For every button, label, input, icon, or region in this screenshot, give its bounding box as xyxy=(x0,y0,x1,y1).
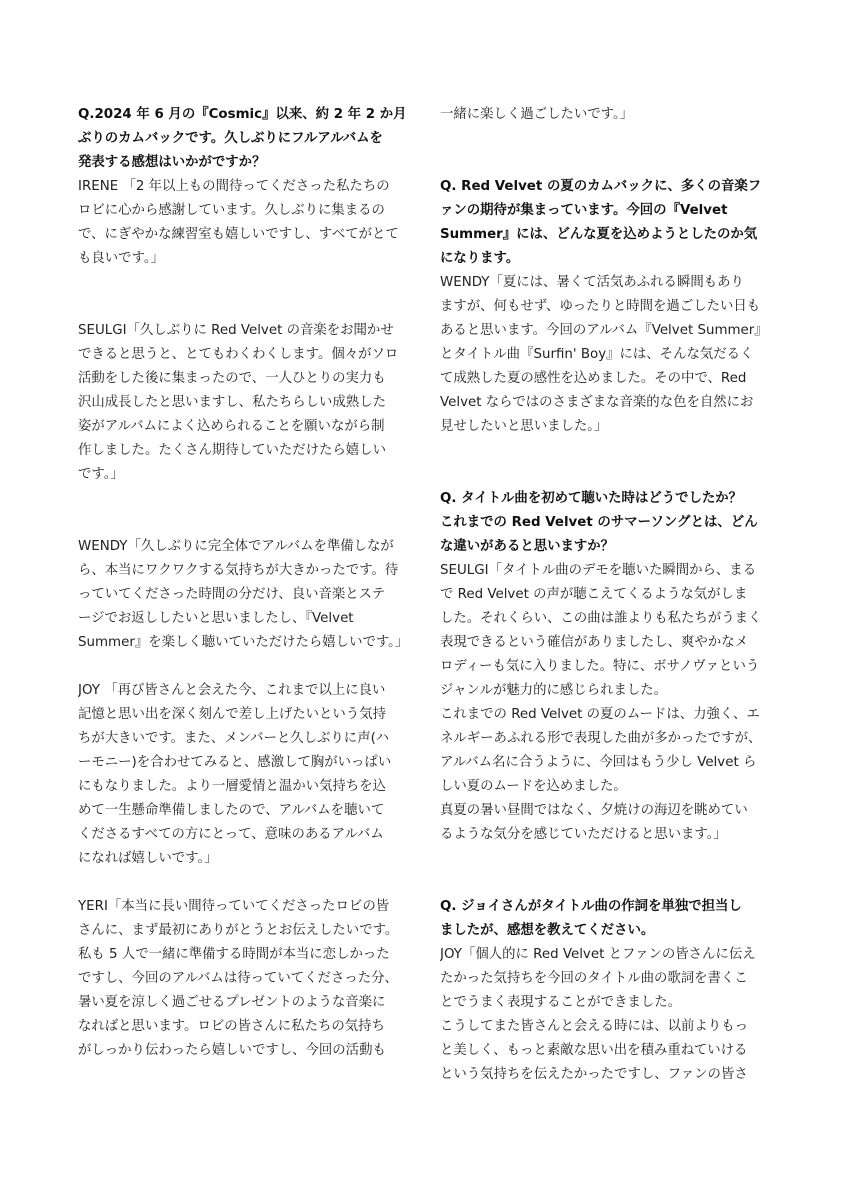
right-question-line: これまでの Red Velvet のサマーソングとは、どん xyxy=(440,515,758,530)
left-blank-line xyxy=(78,655,412,679)
left-answer-line: 私も 5 人で一緒に準備する時間が本当に恋しかった xyxy=(78,947,390,962)
right-question-line: になります。 xyxy=(440,251,520,266)
left-text-column xyxy=(78,103,412,1063)
left-blank-line xyxy=(78,271,412,295)
left-answer-line: で、にぎやかな練習室も嬉しいですし、すべてがとて xyxy=(78,227,399,242)
right-blank-line xyxy=(440,151,774,175)
left-answer-line: っていてくださった時間の分だけ、良い音楽とステ xyxy=(78,587,386,602)
right-answer-line: ネルギーあふれる形で表現した曲が多かったですが、 xyxy=(440,731,762,746)
left-answer-line: JOY 「再び皆さんと会えた今、これまで以上に良い xyxy=(78,683,386,698)
left-answer-line: ージでお返ししたいと思いましたし、『Velvet xyxy=(78,611,354,626)
right-question-line: ましたが、感想を教えてください。 xyxy=(440,923,655,938)
left-answer-line: くださるすべての方にとって、意味のあるアルバム xyxy=(78,827,384,842)
right-answer-line: しい夏のムードを込めました。 xyxy=(440,779,627,794)
left-answer-line: も良いです。」 xyxy=(78,251,164,266)
right-blank-line xyxy=(440,847,774,871)
left-question-line: Q.2024 年 6 月の『Cosmic』以来、約 2 年 2 か月 xyxy=(78,107,407,122)
right-answer-line: あると思います。今回のアルバム『Velvet Summer』 xyxy=(440,323,768,338)
right-answer-line: ますが、何もせず、ゆったりと時間を過ごしたい日も xyxy=(440,299,761,314)
left-answer-line: できると思うと、とてもわくわくします。個々がソロ xyxy=(78,347,399,362)
left-question-line: ぶりのカムバックです。久しぶりにフルアルバムを xyxy=(78,131,383,146)
left-answer-line: がしっかり伝わったら嬉しいですし、今回の活動も xyxy=(78,1043,386,1058)
right-answer-line: と美しく、もっと素敵な思い出を積み重ねていける xyxy=(440,1043,748,1058)
right-answer-line: ジャンルが魅力的に感じられました。 xyxy=(440,683,668,698)
right-answer-line: WENDY「夏には、暑くて活気あふれる瞬間もあり xyxy=(440,275,744,290)
right-blank-line xyxy=(440,463,774,487)
right-blank-line xyxy=(440,127,774,151)
left-question-line: 発表する感想はいかがですか？ xyxy=(78,155,266,170)
right-answer-line: て成熟した夏の感性を込めました。その中で、Red xyxy=(440,371,747,386)
right-question-line: Q. Red Velvet の夏のカムバックに、多くの音楽フ xyxy=(440,179,762,194)
left-blank-line xyxy=(78,487,412,511)
left-answer-line: ですし、今回のアルバムは待っていてくださった分、 xyxy=(78,971,398,986)
left-answer-line: Summer』を楽しく聴いていただけたら嬉しいです。」 xyxy=(78,635,409,650)
left-answer-line: ロビに心から感謝しています。久しぶりに集まるの xyxy=(78,203,385,218)
right-answer-line: で Red Velvet の声が聴こえてくるような気がしま xyxy=(440,587,748,602)
left-answer-line: ちが大きいです。また、メンバーと久しぶりに声(ハ xyxy=(78,731,390,746)
left-answer-line: です。」 xyxy=(78,467,124,482)
right-blank-line xyxy=(440,871,774,895)
right-question-line: Q. タイトル曲を初めて聴いた時はどうでしたか？ xyxy=(440,491,743,506)
right-answer-line: たかった気持ちを今回のタイトル曲の歌詞を書くこ xyxy=(440,971,748,986)
right-question-line: Summer』には、どんな夏を込めようとしたのか気 xyxy=(440,227,758,242)
left-answer-line: ら、本当にワクワクする気持ちが大きかったです。待 xyxy=(78,563,399,578)
right-answer-line: 見せしたいと思いました。」 xyxy=(440,419,608,434)
left-answer-line: めて一生懸命準備しましたので、アルバムを聴いて xyxy=(78,803,385,818)
left-answer-line: 作しました。たくさん期待していただけたら嬉しい xyxy=(78,443,386,458)
left-answer-line: WENDY「久しぶりに完全体でアルバムを準備しなが xyxy=(78,539,394,554)
left-answer-line: なればと思います。ロビの皆さんに私たちの気持ち xyxy=(78,1019,385,1034)
right-answer-line: ロディーも気に入りました。特に、ボサノヴァという xyxy=(440,659,760,674)
right-answer-line: とタイトル曲『Surfin' Boy』には、そんな気だるく xyxy=(440,347,754,362)
right-answer-line: という気持ちを伝えたかったですし、ファンの皆さ xyxy=(440,1067,748,1082)
left-answer-line: 記憶と思い出を深く刻んで差し上げたいという気持 xyxy=(78,707,386,722)
right-answer-line: これまでの Red Velvet の夏のムードは、力強く、エ xyxy=(440,707,760,722)
left-answer-line: 活動をした後に集まったので、一人ひとりの実力も xyxy=(78,371,386,386)
right-answer-line: 一緒に楽しく過ごしたいです。」 xyxy=(440,107,634,122)
right-answer-line: こうしてまた皆さんと会える時には、以前よりもっ xyxy=(440,1019,748,1034)
right-answer-line: 表現できるという確信がありましたし、爽やかなメ xyxy=(440,635,748,650)
right-answer-line: JOY「個人的に Red Velvet とファンの皆さんに伝え xyxy=(440,947,756,962)
right-answer-line: とでうまく表現することができました。 xyxy=(440,995,682,1010)
left-blank-line xyxy=(78,871,412,895)
left-answer-line: SEULGI「久しぶりに Red Velvet の音楽をお聞かせ xyxy=(78,323,394,338)
right-answer-line: 真夏の暑い昼間ではなく、夕焼けの海辺を眺めてい xyxy=(440,803,748,818)
left-answer-line: さんに、まず最初にありがとうとお伝えしたいです。 xyxy=(78,923,399,938)
right-text-column xyxy=(440,103,774,1087)
left-answer-line: ーモニー)を合わせてみると、感激して胸がいっぱい xyxy=(78,755,392,770)
right-answer-line: アルバム名に合うように、今回はもう少し Velvet ら xyxy=(440,755,757,770)
right-question-line: Q. ジョイさんがタイトル曲の作詞を単独で担当し xyxy=(440,899,742,914)
right-question-line: ァンの期待が集まっています。今回の『Velvet xyxy=(440,203,728,218)
left-answer-line: 暑い夏を涼しく過ごせるプレゼントのような音楽に xyxy=(78,995,386,1010)
left-answer-line: にもなりました。より一層愛情と温かい気持ちを込 xyxy=(78,779,386,794)
left-answer-line: YERI「本当に長い間待っていてくださったロビの皆 xyxy=(78,899,390,914)
right-answer-line: るような気分を感じていただけると思います。」 xyxy=(440,827,727,842)
left-answer-line: 沢山成長したと思いますし、私たちらしい成熟した xyxy=(78,395,386,410)
left-blank-line xyxy=(78,511,412,535)
left-answer-line: 姿がアルバムによく込められることを願いながら制 xyxy=(78,419,385,434)
left-answer-line: になれば嬉しいです。」 xyxy=(78,851,218,866)
right-answer-line: SEULGI「タイトル曲のデモを聴いた瞬間から、まる xyxy=(440,563,757,578)
right-blank-line xyxy=(440,439,774,463)
right-answer-line: した。それくらい、この曲は誰よりも私たちがうまく xyxy=(440,611,762,626)
right-answer-line: Velvet ならではのさまざまな音楽的な色を自然にお xyxy=(440,395,754,410)
right-question-line: な違いがあると思いますか？ xyxy=(440,539,615,554)
left-blank-line xyxy=(78,295,412,319)
left-answer-line: IRENE 「2 年以上もの間待ってくださった私たちの xyxy=(78,179,390,194)
